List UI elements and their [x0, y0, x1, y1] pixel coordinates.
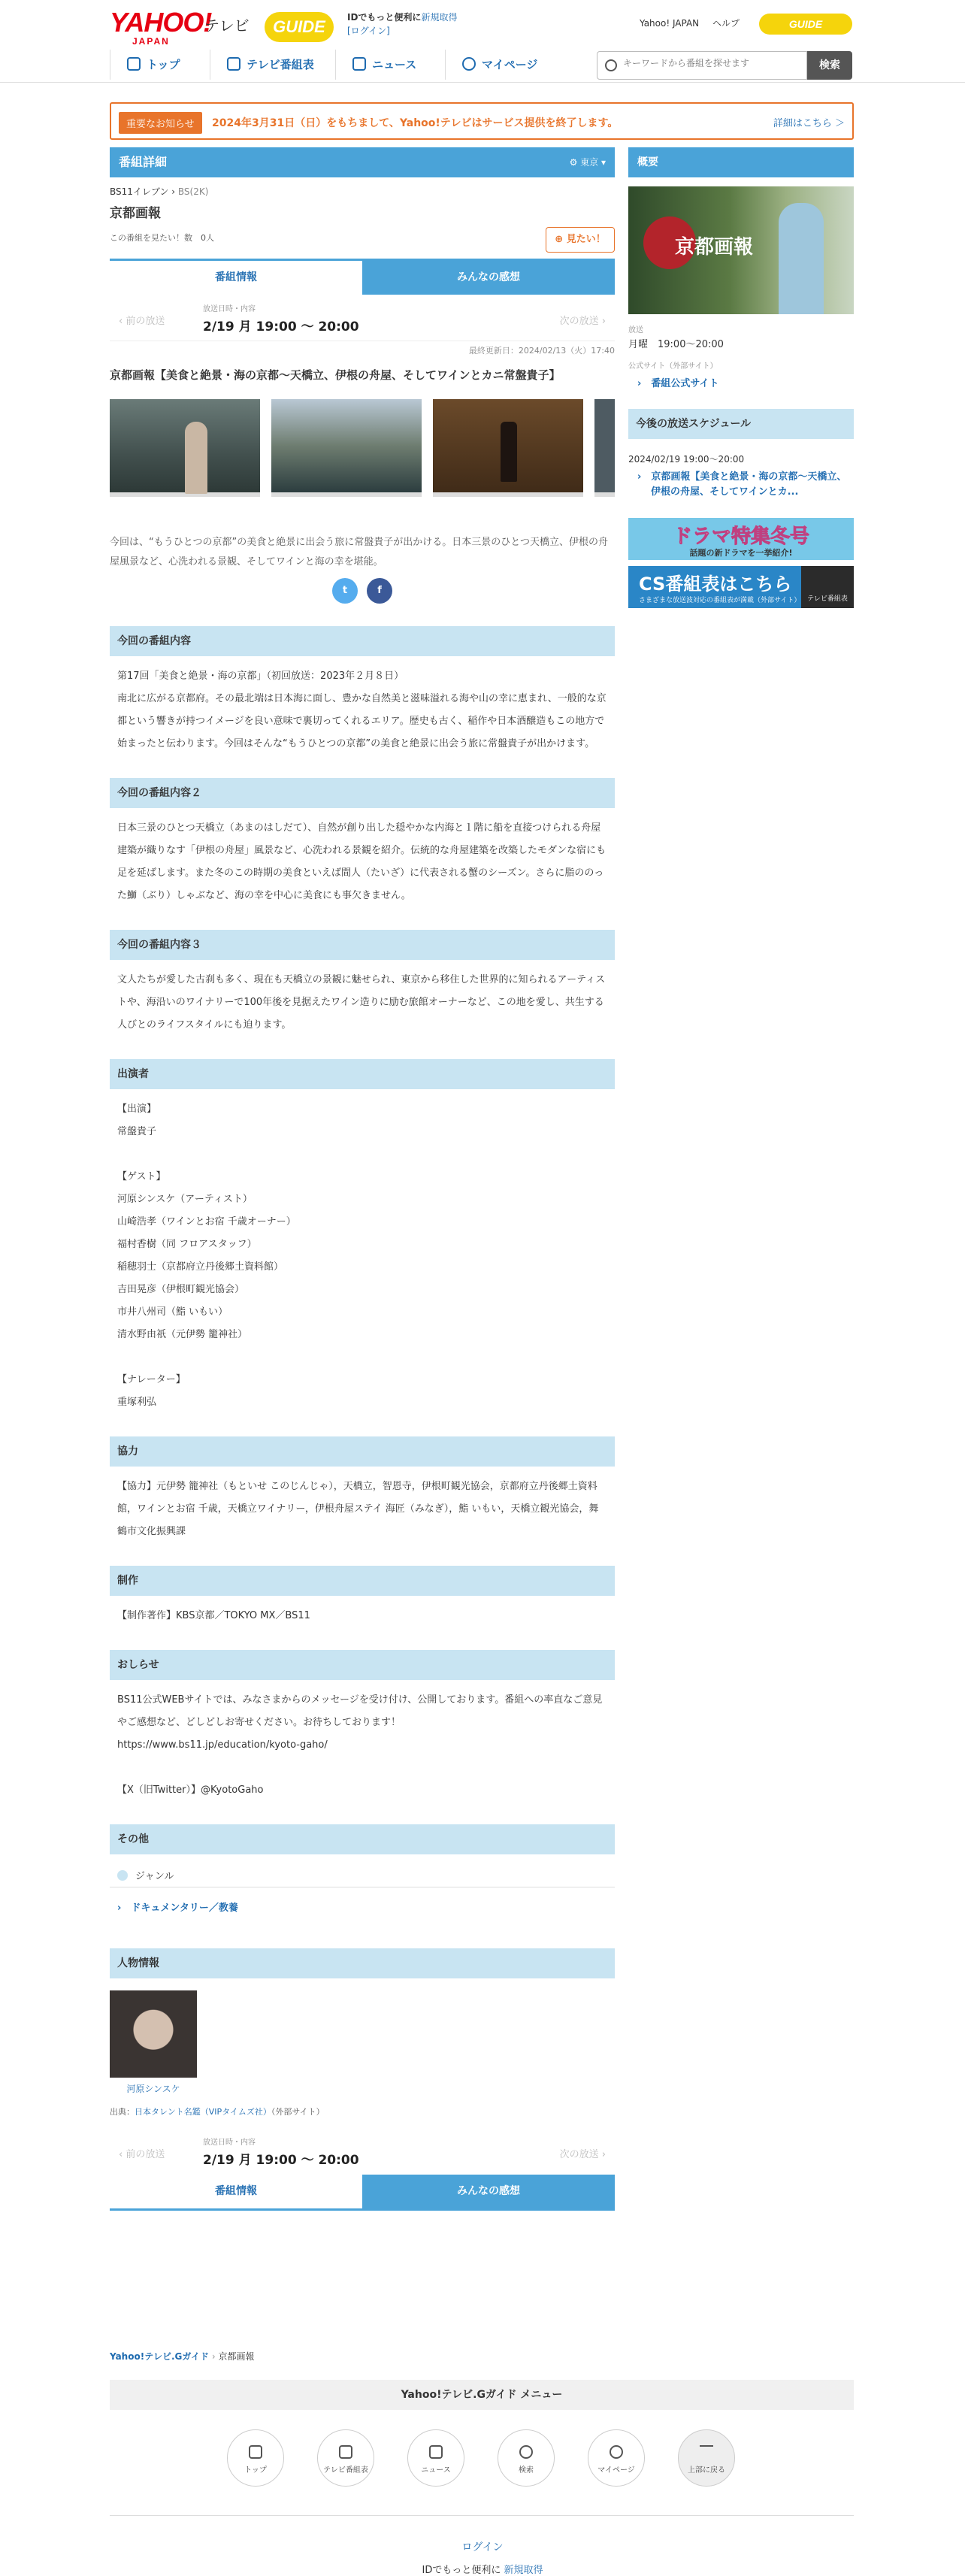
bottom-datebar: [110, 2131, 615, 2175]
cast-line: [117, 1346, 607, 1369]
program-tabs: [110, 259, 615, 295]
person-figure: [779, 203, 824, 314]
next-label: 次の放送: [559, 316, 599, 327]
tv-guide-icon: [227, 57, 240, 71]
footer-menu-label: ニュース: [421, 2466, 451, 2475]
official-site-link[interactable]: › 番組公式サイト: [637, 378, 719, 389]
banner-sub-text: 話題の新ドラマを一挙紹介!: [689, 548, 793, 558]
section-text: 【制作著作】KBS京都／TOKYO MX／BS11: [117, 1610, 310, 1621]
cast-list: [110, 1089, 615, 1414]
schedule-heading: 今後の放送スケジュール: [628, 409, 854, 439]
section-heading: その他: [110, 1824, 615, 1854]
next-broadcast[interactable]: 次の放送 ›: [559, 316, 606, 327]
facebook-icon[interactable]: f: [367, 578, 392, 604]
banner-tag-text: テレビ番組表: [801, 566, 854, 608]
date-value: 2/19 月 19:00 〜 20:00: [203, 2153, 359, 2168]
footer-menu-news[interactable]: [407, 2429, 464, 2487]
cast-line: 吉田晃彦（伊根町観光協会）: [117, 1284, 245, 1295]
footer-divider: [110, 2515, 854, 2516]
updated-date: 最終更新日：2024/02/13（火）17:40: [468, 346, 615, 356]
source-link[interactable]: 日本タレント名鑑（VIPタイムズ社）: [135, 2107, 271, 2117]
section-text: 日本三景のひとつ天橋立（あまのはしだて）、自然が創り出した穏やかな内海と１階に船を直接つけられる舟屋建築が織りなす「伊根の舟屋」風景など、心洗われる景観を紹介。伝統的な舟屋建築を改築したモダンな宿にも足を延ばします。また冬のこの時期の美食といえば間人（たいざ）に代表される蟹のシーズン。さらに脂ののった鰤（ぶり）しゃぶなど、海の幸を中心に美食にも事欠きません。: [117, 822, 607, 901]
section-heading: 人物情報: [110, 1948, 615, 1978]
section-text: 第17回「美食と絶景・海の京都」（初回放送：2023年２月８日）: [117, 670, 404, 682]
section-body: [110, 808, 615, 907]
section-heading: 今回の番組内容２: [110, 778, 615, 808]
gguide-text: GUIDE: [273, 17, 325, 36]
section-heading: 今回の番組内容３: [110, 930, 615, 960]
footer-menu-circle: [317, 2429, 374, 2487]
banner-sub-text: さまざまな放送波対応の番組表が満載（外部サイト）: [639, 597, 801, 604]
section-body: [110, 1467, 615, 1543]
section-text: 文人たちが愛した古刹も多く、現在も天橋立の景観に魅せられ、東京から移住した世界的に知られるアーティストや、海沿いのワイナリーで100年後を見据えたワイン造りに励む旅館オーナーなど、この地を愛し、共生する人びとのライフスタイルにも迫ります。: [117, 974, 606, 1031]
breadcrumb: Yahoo!テレビ.Gガイド › 京都画報: [110, 2351, 255, 2362]
news-url: https://www.bs11.jp/education/kyoto-gaho/: [117, 1739, 328, 1751]
photo-gallery: [110, 399, 615, 512]
footer-menu-label: 上部に戻る: [688, 2466, 725, 2475]
help-link[interactable]: ヘルプ: [712, 18, 740, 29]
nav-label: トップ: [147, 58, 180, 71]
share-buttons: [110, 578, 615, 604]
genre-row: [110, 1863, 615, 1887]
key-visual-title: 京都画報: [675, 236, 754, 259]
gallery-photo[interactable]: [110, 399, 260, 497]
cast-line: 河原シンスケ（アーティスト）: [117, 1194, 253, 1205]
tv-text: テレビ: [204, 17, 250, 35]
official-site-label: 番組公式サイト: [651, 378, 719, 389]
yahoo-japan-link[interactable]: Yahoo! JAPAN: [640, 18, 700, 29]
side-ext-label: 公式サイト（外部サイト）: [628, 362, 718, 371]
footer-menu-top[interactable]: [227, 2429, 284, 2487]
region-label: 東京: [580, 157, 599, 168]
section-heading: 今回の番組内容: [110, 626, 615, 656]
nav-news[interactable]: [335, 50, 433, 80]
footer-menu-search[interactable]: [498, 2429, 555, 2487]
cast-line: 【ゲスト】: [117, 1171, 166, 1182]
prev-label: 前の放送: [126, 316, 165, 327]
prev-label: 前の放送: [126, 2149, 165, 2160]
section-body: [110, 960, 615, 1037]
source-line: [110, 2105, 615, 2117]
program-title: 京都画報: [110, 206, 161, 221]
home-icon: [249, 2445, 262, 2459]
section-text: BS11公式WEBサイトでは、みなさまからのメッセージを受け付け、公開しております。番組への率直なご意見やご感想など、どしどしお寄せください。お待ちしております！: [117, 1694, 603, 1728]
main-nav: [110, 50, 854, 80]
section-body: [110, 1596, 615, 1627]
schedule-date: 2024/02/19 19:00〜20:00: [628, 454, 745, 465]
prev-broadcast[interactable]: ‹ 前の放送: [119, 2149, 165, 2160]
gguide-logo[interactable]: [265, 12, 334, 42]
breadcrumb-home[interactable]: Yahoo!テレビ.Gガイド: [110, 2351, 209, 2362]
section-body: [110, 656, 615, 755]
home-icon: [127, 57, 141, 71]
person-card[interactable]: [110, 1990, 197, 2095]
tv-guide-icon: [339, 2445, 352, 2459]
cast-line: 重塚利弘: [117, 1397, 157, 1408]
nav-mypage[interactable]: [445, 50, 554, 80]
tab-reviews[interactable]: みんなの感想: [362, 2175, 615, 2208]
genre-link[interactable]: › ドキュメンタリー／教養: [117, 1902, 238, 1914]
footer-menu-label: 検索: [519, 2466, 534, 2475]
broadcast-datebar: [110, 298, 615, 341]
footer-menu-label: トップ: [244, 2466, 267, 2475]
schedule-link[interactable]: › 京都画報【美食と絶景・海の京都〜天橋立、伊根の舟屋、そしてワインとカ...: [637, 471, 847, 498]
cast-line: 山崎浩孝（ワインとお宿 千歳オーナー）: [117, 1216, 296, 1227]
cast-line: 福村香樹（同 フロアスタッフ）: [117, 1239, 257, 1250]
cast-line: 常盤貴子: [117, 1126, 157, 1137]
date-label: 放送日時・内容: [203, 2139, 256, 2147]
search-icon: [519, 2445, 533, 2459]
want-button[interactable]: ⊕ 見たい！: [546, 227, 615, 253]
section-text: 【協力】元伊勢 籠神社（もといせ このじんじゃ），天橋立，智恩寺，伊根町観光協会，京都府立丹後郷土資料館，ワインとお宿 千歳，天橋立ワイナリー，伊根舟屋ステイ 海匠（みなぎ），鮨 いもい，天橋立観光協会，舞鶴市文化振興課: [117, 1481, 599, 1537]
section-text: 南北に広がる京都府。その最北端は日本海に面し、豊かな自然美と滋味溢れる海や山の幸に恵まれ、一般的な京都という響きが持つイメージを良い意味で裏切ってくれるエリア。歴史も古く、稲作や日本酒醸造もこの地方で始まったと伝わります。今回はそんな“もうひとつの京都”の美食と絶景に出会う旅に常盤貴子が出かけます。: [117, 693, 607, 749]
channel-line: BS11イレブン › BS(2K): [110, 186, 209, 197]
footer-menu-circle: [498, 2429, 555, 2487]
search-button[interactable]: 検索: [807, 51, 852, 80]
program-description: 今回は、“もうひとつの京都”の美食と絶景に出会う旅に常盤貴子が出かける。日本三景のひとつ天橋立、伊根の舟屋風景など、心洗われる景観、そしてワインと海の幸を堪能。: [110, 537, 608, 568]
want-count: この番組を見たい！数 0人: [110, 233, 214, 243]
section-heading: おしらせ: [110, 1650, 615, 1680]
genre-label: ジャンル: [135, 1871, 174, 1882]
cast-line: [117, 1143, 607, 1166]
footer-menu-mypage[interactable]: [588, 2429, 645, 2487]
cs-guide-banner[interactable]: [628, 566, 854, 608]
footer-id-promo: [0, 2562, 965, 2576]
section-heading: 制作: [110, 1566, 615, 1596]
footer-menu-label: テレビ番組表: [323, 2466, 368, 2475]
cast-line: 【ナレーター】: [117, 1374, 186, 1385]
next-label: 次の放送: [559, 2149, 599, 2160]
next-broadcast[interactable]: 次の放送 ›: [559, 2149, 606, 2160]
cast-line: 市井八州司（鮨 いもい）: [117, 1306, 228, 1318]
breadcrumb-current: 京都画報: [218, 2351, 255, 2362]
news-twitter: 【X（旧Twitter）】@KyotoGaho: [117, 1784, 264, 1796]
yahoo-logo[interactable]: [110, 7, 250, 56]
gallery-photo[interactable]: [433, 399, 583, 497]
footer-new-account-link[interactable]: 新規取得: [504, 2565, 543, 2576]
back-to-top-icon: [700, 2445, 713, 2459]
id-promo: [347, 11, 457, 38]
search-input[interactable]: [623, 58, 796, 68]
id-promo-text: IDでもっと便利に: [347, 12, 422, 23]
program-key-visual: [628, 186, 854, 314]
yahoo-logo-text: YAHOO!: [110, 7, 212, 38]
cast-line: 清水野由祇（元伊勢 籠神社）: [117, 1329, 248, 1340]
search-box: [597, 51, 807, 80]
footer-id-text: IDでもっと便利に: [422, 2565, 501, 2576]
footer-menu-tv-guide[interactable]: [317, 2429, 374, 2487]
site-header: [0, 0, 965, 83]
detail-heading-text: 番組詳細: [119, 155, 168, 169]
user-icon: [610, 2445, 623, 2459]
login-link[interactable]: [ログイン]: [347, 26, 390, 36]
nav-label: テレビ番組表: [247, 58, 314, 71]
search-icon: [605, 59, 617, 71]
tab-reviews[interactable]: みんなの感想: [362, 261, 615, 295]
side-date-value: 月曜 19:00〜20:00: [628, 339, 724, 350]
region-selector[interactable]: ⚙ 東京 ▾: [569, 157, 606, 168]
tab-info[interactable]: 番組情報: [110, 261, 362, 295]
notice-more-link[interactable]: 詳細はこちら ＞: [773, 118, 845, 129]
episode-title: 京都画報【美食と絶景・海の京都〜天橋立、伊根の舟屋、そしてワインとカニ常盤貴子】: [110, 368, 561, 382]
channel-sub: BS(2K): [177, 186, 209, 197]
nav-label: ニュース: [372, 58, 417, 71]
nav-top[interactable]: [110, 50, 197, 80]
side-date-label: 放送: [628, 326, 643, 334]
gguide-small-logo[interactable]: [759, 14, 852, 35]
tab-info[interactable]: 番組情報: [110, 2175, 362, 2208]
japan-text: JAPAN: [132, 36, 170, 47]
sidebar: [628, 147, 854, 608]
schedule-link-label: 京都画報【美食と絶景・海の京都〜天橋立、伊根の舟屋、そしてワインとカ...: [651, 471, 847, 498]
section-body: [110, 1680, 615, 1802]
footer-login-link[interactable]: ログイン: [461, 2541, 504, 2553]
person-photo: [110, 1990, 197, 2078]
footer-menu-circle: [588, 2429, 645, 2487]
genre-dot-icon: [117, 1870, 128, 1881]
source-ext: （外部サイト）: [271, 2107, 325, 2117]
news-icon: [352, 57, 366, 71]
cast-line: 【出演】: [117, 1103, 157, 1115]
footer-menu-back-to-top[interactable]: [678, 2429, 735, 2487]
date-label: 放送日時・内容: [203, 305, 256, 313]
header-links: [640, 17, 740, 29]
sidebar-heading: 概要: [628, 147, 854, 177]
user-icon: [462, 57, 476, 71]
notice-message: 2024年3月31日（日）をもちまして、Yahoo!テレビはサービス提供を終了します。: [212, 117, 619, 129]
gallery-photo[interactable]: [594, 399, 615, 497]
notice-badge: 重要なお知らせ: [119, 112, 202, 134]
news-icon: [429, 2445, 443, 2459]
wine-bottle: [501, 422, 517, 482]
twitter-icon[interactable]: t: [332, 578, 358, 604]
person-figure: [185, 422, 207, 494]
footer-menu-circle: [407, 2429, 464, 2487]
gguide-small-text: GUIDE: [788, 18, 823, 30]
source-label: 出典：: [110, 2107, 135, 2117]
important-notice: [110, 102, 854, 140]
nav-label: マイページ: [482, 58, 538, 71]
banner-main-text: CS番組表はこちら: [639, 574, 792, 595]
footer-menu-circle: [227, 2429, 284, 2487]
genre-link-label: ドキュメンタリー／教養: [131, 1902, 238, 1914]
nav-tv-guide[interactable]: [210, 50, 331, 80]
gallery-photo[interactable]: [271, 399, 422, 497]
section-heading: 出演者: [110, 1059, 615, 1089]
footer-menu-title: Yahoo!テレビ.Gガイド メニュー: [110, 2380, 854, 2410]
footer-menu-circle: [678, 2429, 735, 2487]
bottom-tabs: [110, 2175, 615, 2211]
banner-main-text: ドラマ特集冬号: [672, 525, 809, 548]
date-value: 2/19 月 19:00 〜 20:00: [203, 319, 359, 334]
section-heading: 協力: [110, 1436, 615, 1467]
footer-menu-label: マイページ: [597, 2466, 635, 2475]
channel-name: BS11イレブン: [110, 186, 169, 197]
want-button-label: 見たい！: [566, 234, 606, 245]
prev-broadcast[interactable]: ‹ 前の放送: [119, 316, 165, 327]
drama-banner[interactable]: [628, 518, 854, 560]
new-account-link[interactable]: 新規取得: [421, 12, 458, 23]
cast-line: 稲穂羽士（京都府立丹後郷土資料館）: [117, 1261, 284, 1273]
detail-heading: [110, 147, 615, 177]
person-name: 河原シンスケ: [126, 2084, 180, 2094]
main-content: [110, 147, 615, 2211]
